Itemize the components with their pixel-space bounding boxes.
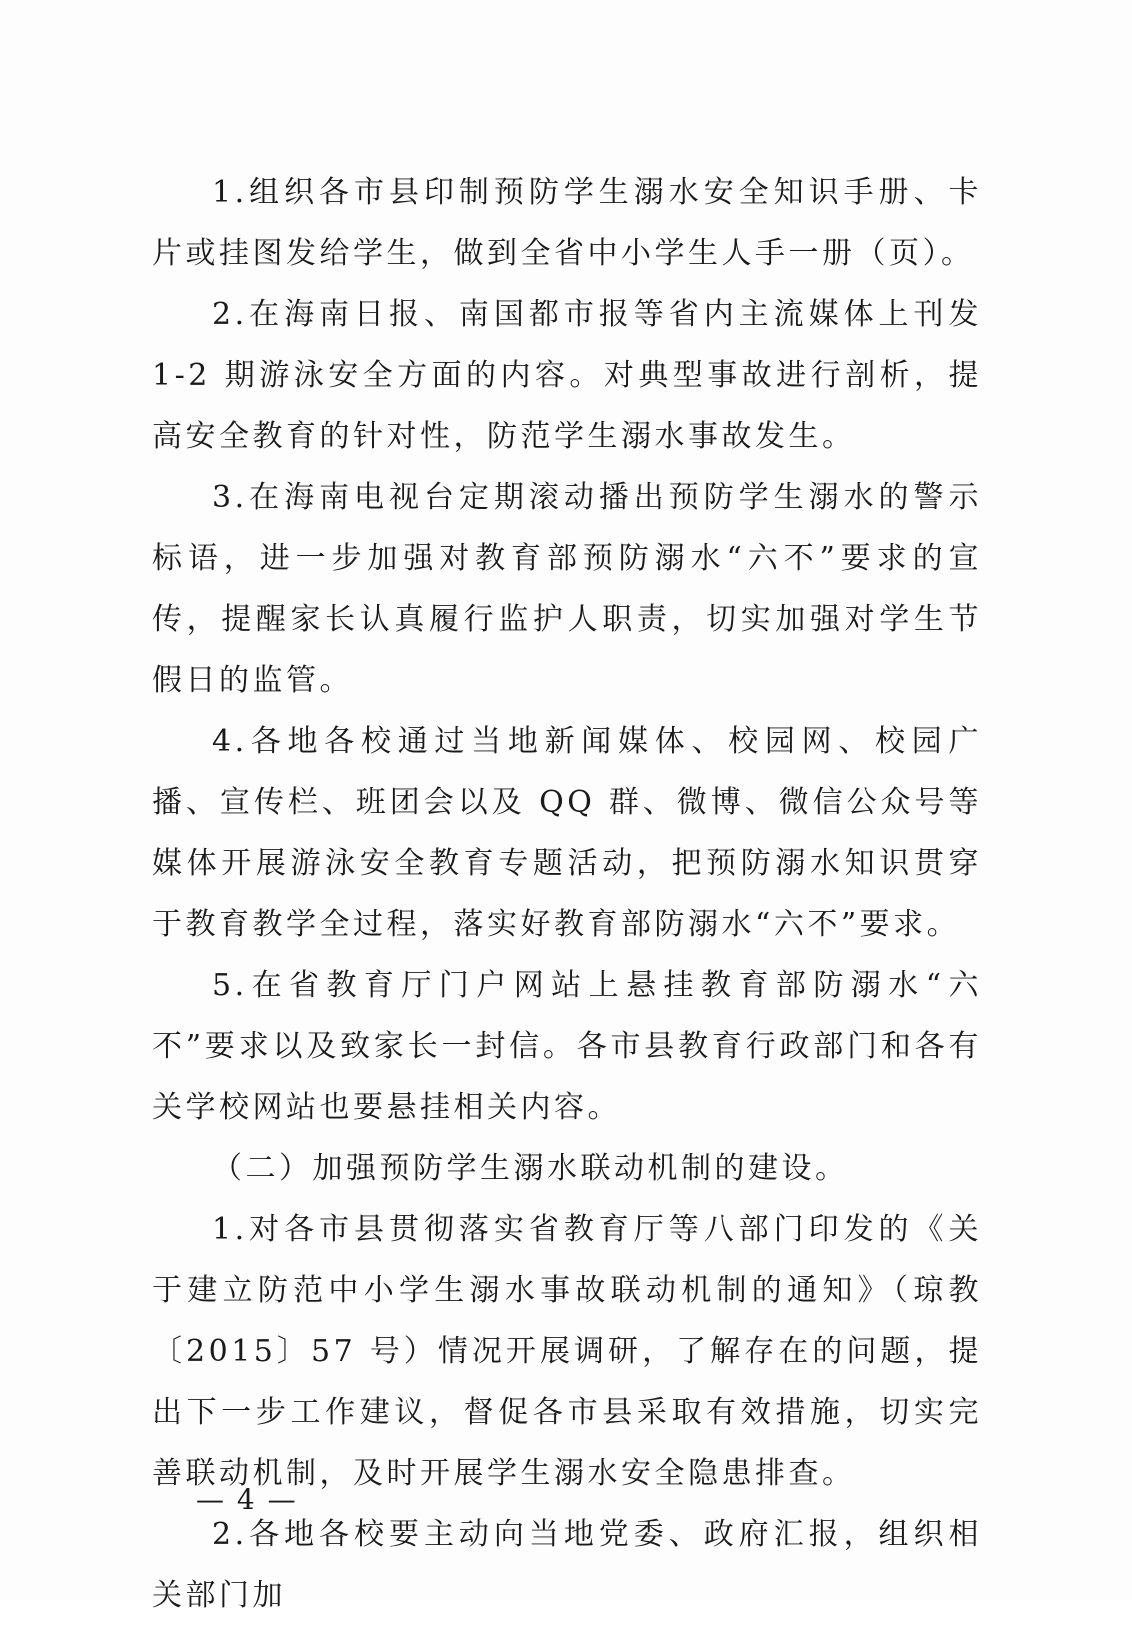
page-number: — 4 — bbox=[196, 1483, 298, 1516]
paragraph-7: 2.各地各校要主动向当地党委、政府汇报，组织相关部门加 bbox=[152, 1517, 982, 1613]
paragraph-1: 1.组织各市县印制预防学生溺水安全知识手册、卡片或挂图发给学生，做到全省中小学生人手一册（页）。 bbox=[152, 175, 982, 271]
paragraph-4: 4.各地各校通过当地新闻媒体、校园网、校园广播、宣传栏、班团会以及 QQ 群、微博、微信公众号等媒体开展游泳安全教育专题活动，把预防溺水知识贯穿于教育教学全过程，落实好教育部防溺水“六不”要求。 bbox=[152, 724, 982, 942]
paragraph-2: 2.在海南日报、南国都市报等省内主流媒体上刊发 1-2 期游泳安全方面的内容。对典型事故进行剖析，提高安全教育的针对性，防范学生溺水事故发生。 bbox=[152, 297, 982, 454]
section-heading: （二）加强预防学生溺水联动机制的建设。 bbox=[212, 1151, 849, 1186]
paragraph-3: 3.在海南电视台定期滚动播出预防学生溺水的警示标语，进一步加强对教育部预防溺水“六不”要求的宣传，提醒家长认真履行监护人职责，切实加强对学生节假日的监管。 bbox=[152, 480, 982, 698]
paragraph-5: 5.在省教育厅门户网站上悬挂教育部防溺水“六不”要求以及致家长一封信。各市县教育行政部门和各有关学校网站也要悬挂相关内容。 bbox=[152, 968, 982, 1125]
document-body bbox=[152, 162, 982, 1626]
paragraph-6: 1.对各市县贯彻落实省教育厅等八部门印发的《关于建立防范中小学生溺水事故联动机制的通知》（琼教〔2015〕57 号）情况开展调研，了解存在的问题，提出下一步工作建议，督促各市县采取有效措施，切实完善联动机制，及时开展学生溺水安全隐患排查。 bbox=[152, 1212, 982, 1491]
